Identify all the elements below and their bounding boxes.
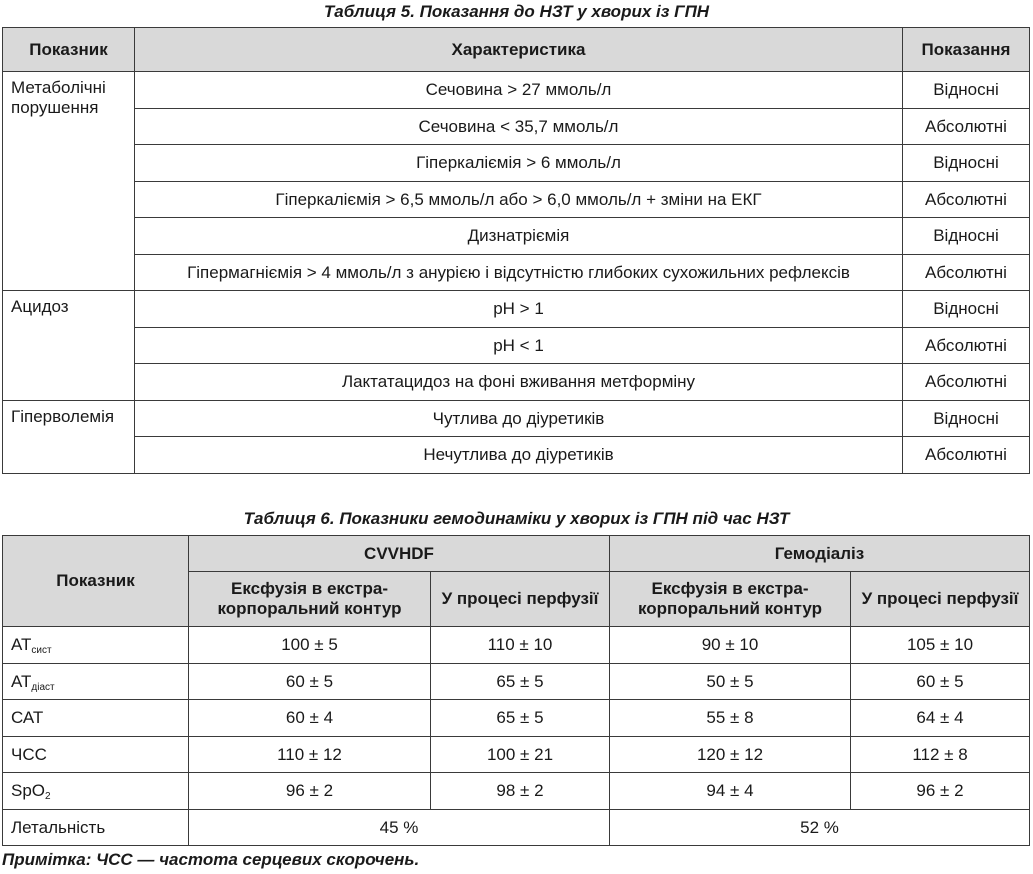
table6-header-indicator: Показник <box>3 536 189 627</box>
table-cell: 110 ± 12 <box>189 737 431 773</box>
table6-header-cvvhdf: CVVHDF <box>189 536 610 572</box>
table-cell: Гіперкаліємія > 6 ммоль/л <box>135 145 903 182</box>
table5 <box>2 27 1030 474</box>
table-cell: Лактатацидоз на фоні вживання метформіну <box>135 364 903 401</box>
table-cell: Відносні <box>903 218 1030 255</box>
table-cell: Нечутлива до діуретиків <box>135 437 903 474</box>
table6-header-hemodialysis: Гемодіаліз <box>610 536 1030 572</box>
table-cell: Сечовина > 27 ммоль/л <box>135 72 903 109</box>
table-cell: 60 ± 4 <box>189 700 431 737</box>
table-cell: 65 ± 5 <box>431 664 610 700</box>
table-cell: Абсолютні <box>903 437 1030 474</box>
table-cell: Відносні <box>903 72 1030 109</box>
table-cell: Сечовина < 35,7 ммоль/л <box>135 109 903 145</box>
row-label: $АТ_{діаст}$ <box>3 664 189 700</box>
table-cell: Абсолютні <box>903 109 1030 145</box>
table-cell: 96 ± 2 <box>189 773 431 810</box>
table-cell: 96 ± 2 <box>851 773 1030 810</box>
table-cell: 65 ± 5 <box>431 700 610 737</box>
table-cell: 55 ± 8 <box>610 700 851 737</box>
table-cell: Абсолютні <box>903 328 1030 364</box>
table5-header-indication: Показання <box>903 28 1030 72</box>
table5-header-indicator: Показник <box>3 28 135 72</box>
table6-subheader: У процесі перфузії <box>431 572 610 627</box>
row-label: $АТ_{сист}$ <box>3 627 189 664</box>
table-cell: 105 ± 10 <box>851 627 1030 664</box>
table-cell: 45 % <box>189 810 610 846</box>
table-cell: Гіперкаліємія > 6,5 ммоль/л або > 6,0 ммоль/л + зміни на ЕКГ <box>135 182 903 218</box>
table-cell: Абсолютні <box>903 364 1030 401</box>
table-cell: Абсолютні <box>903 255 1030 291</box>
group-acidosis: Ацидоз <box>3 291 135 401</box>
table-cell: pH < 1 <box>135 328 903 364</box>
table-cell: pH > 1 <box>135 291 903 328</box>
group-metabolic: Метаболічні порушення <box>3 72 135 291</box>
table5-header-characteristic: Характеристика <box>135 28 903 72</box>
table-cell: Дизнатріємія <box>135 218 903 255</box>
table-cell: 52 % <box>610 810 1030 846</box>
row-label: ЧСС <box>3 737 189 773</box>
table-cell: Гіпермагніємія > 4 ммоль/л з анурією і відсутністю глибоких сухожильних рефлексів <box>135 255 903 291</box>
table-cell: 64 ± 4 <box>851 700 1030 737</box>
table6-subheader: У процесі перфузії <box>851 572 1030 627</box>
table5-caption: Таблиця 5. Показання до НЗТ у хворих із ГПН <box>323 2 710 21</box>
table-cell: Відносні <box>903 401 1030 437</box>
table6-subheader: Ексфузія в екстра-корпоральний контур <box>189 572 431 627</box>
table-cell: Відносні <box>903 145 1030 182</box>
row-label: САТ <box>3 700 189 737</box>
table-cell: 94 ± 4 <box>610 773 851 810</box>
table-cell: Чутлива до діуретиків <box>135 401 903 437</box>
table6 <box>2 535 1030 846</box>
table-cell: 60 ± 5 <box>851 664 1030 700</box>
group-hypervolemia: Гіперволемія <box>3 401 135 474</box>
table-cell: Відносні <box>903 291 1030 328</box>
table-cell: Абсолютні <box>903 182 1030 218</box>
table-cell: 100 ± 21 <box>431 737 610 773</box>
footnote: Примітка: ЧСС — частота серцевих скорочень. <box>2 850 420 869</box>
table-cell: 120 ± 12 <box>610 737 851 773</box>
table-cell: 50 ± 5 <box>610 664 851 700</box>
row-label: SpO$_2$ <box>3 773 189 810</box>
table-cell: 112 ± 8 <box>851 737 1030 773</box>
table-cell: 100 ± 5 <box>189 627 431 664</box>
table-cell: 90 ± 10 <box>610 627 851 664</box>
table-cell: 98 ± 2 <box>431 773 610 810</box>
table6-caption: Таблиця 6. Показники гемодинаміки у хворих із ГПН під час НЗТ <box>243 509 790 528</box>
table-cell: 60 ± 5 <box>189 664 431 700</box>
row-label-mortality: Летальність <box>3 810 189 846</box>
table-cell: 110 ± 10 <box>431 627 610 664</box>
table6-subheader: Ексфузія в екстра-корпоральний контур <box>610 572 851 627</box>
